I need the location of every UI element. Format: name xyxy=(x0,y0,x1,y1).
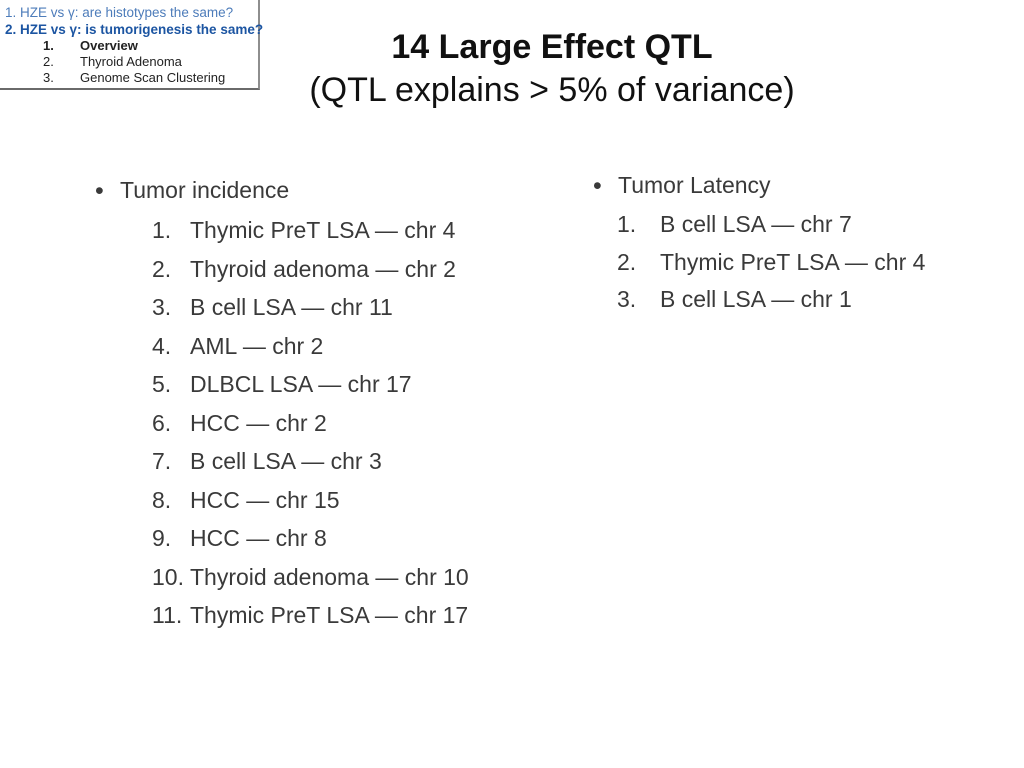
outline-sub-label: Thyroid Adenoma xyxy=(80,54,182,69)
item-number: 3. xyxy=(617,286,637,312)
title-line-2: (QTL explains > 5% of variance) xyxy=(309,71,795,109)
item-number: 8. xyxy=(152,486,172,513)
item-number: 1. xyxy=(617,211,637,237)
item-label: Thyroid adenoma — chr 2 xyxy=(190,255,456,282)
item-label: Thymic PreT LSA — chr 4 xyxy=(660,248,926,275)
item-number: 10. xyxy=(152,563,184,590)
item-label: B cell LSA — chr 7 xyxy=(660,211,852,237)
list-item xyxy=(95,558,469,597)
outline-sub-number: 3. xyxy=(43,70,54,85)
list-item xyxy=(95,404,469,443)
list-item xyxy=(95,327,469,366)
qtl-list-latency xyxy=(593,206,925,319)
list-item xyxy=(593,281,925,319)
column-header-label: Tumor Latency xyxy=(618,172,771,198)
list-item xyxy=(95,596,469,635)
list-item xyxy=(95,288,469,327)
outline-item-tumorigenesis: 2. HZE vs γ: is tumorigenesis the same? xyxy=(5,22,264,37)
outline-sub-number: 2. xyxy=(43,54,54,69)
slide-title xyxy=(80,26,1024,112)
qtl-list-incidence xyxy=(95,211,469,635)
item-number: 1. xyxy=(152,217,172,243)
item-number: 9. xyxy=(152,525,172,551)
list-item xyxy=(95,442,469,481)
list-item xyxy=(95,250,469,289)
item-label: Thyroid adenoma — chr 10 xyxy=(190,563,469,590)
list-item xyxy=(593,206,925,244)
outline-item-histotypes: 1. HZE vs γ: are histotypes the same? xyxy=(5,5,234,20)
list-item xyxy=(95,211,469,250)
outline-sub-number: 1. xyxy=(43,38,54,53)
column-header-label: Tumor incidence xyxy=(120,177,290,203)
item-number: 2. xyxy=(617,248,637,275)
title-line-1: 14 Large Effect QTL xyxy=(391,28,713,66)
item-label: Thymic PreT LSA — chr 4 xyxy=(190,217,456,243)
item-label: HCC — chr 2 xyxy=(190,409,327,436)
item-label: B cell LSA — chr 1 xyxy=(660,286,852,312)
item-label: HCC — chr 15 xyxy=(190,486,340,513)
bullet-icon: • xyxy=(95,177,104,205)
list-item xyxy=(593,244,925,282)
list-item xyxy=(95,481,469,520)
list-item xyxy=(95,519,469,558)
item-number: 7. xyxy=(152,448,172,474)
item-label: HCC — chr 8 xyxy=(190,525,327,551)
item-number: 4. xyxy=(152,332,172,359)
bullet-header-tumor-latency xyxy=(593,166,925,206)
item-number: 2. xyxy=(152,255,172,282)
item-number: 6. xyxy=(152,409,172,436)
item-label: B cell LSA — chr 3 xyxy=(190,448,382,474)
item-label: DLBCL LSA — chr 17 xyxy=(190,371,412,397)
column-tumor-incidence xyxy=(95,170,469,635)
item-number: 11. xyxy=(152,602,183,628)
item-label: Thymic PreT LSA — chr 17 xyxy=(190,602,469,628)
item-number: 3. xyxy=(152,294,172,320)
item-number: 5. xyxy=(152,371,172,397)
bullet-header-tumor-incidence xyxy=(95,170,469,211)
bullet-icon: • xyxy=(593,172,602,200)
item-label: B cell LSA — chr 11 xyxy=(190,294,393,320)
outline-sub-label: Overview xyxy=(80,38,138,53)
list-item xyxy=(95,365,469,404)
item-label: AML — chr 2 xyxy=(190,332,324,359)
column-tumor-latency xyxy=(593,166,925,319)
outline-sub-label: Genome Scan Clustering xyxy=(80,70,226,85)
